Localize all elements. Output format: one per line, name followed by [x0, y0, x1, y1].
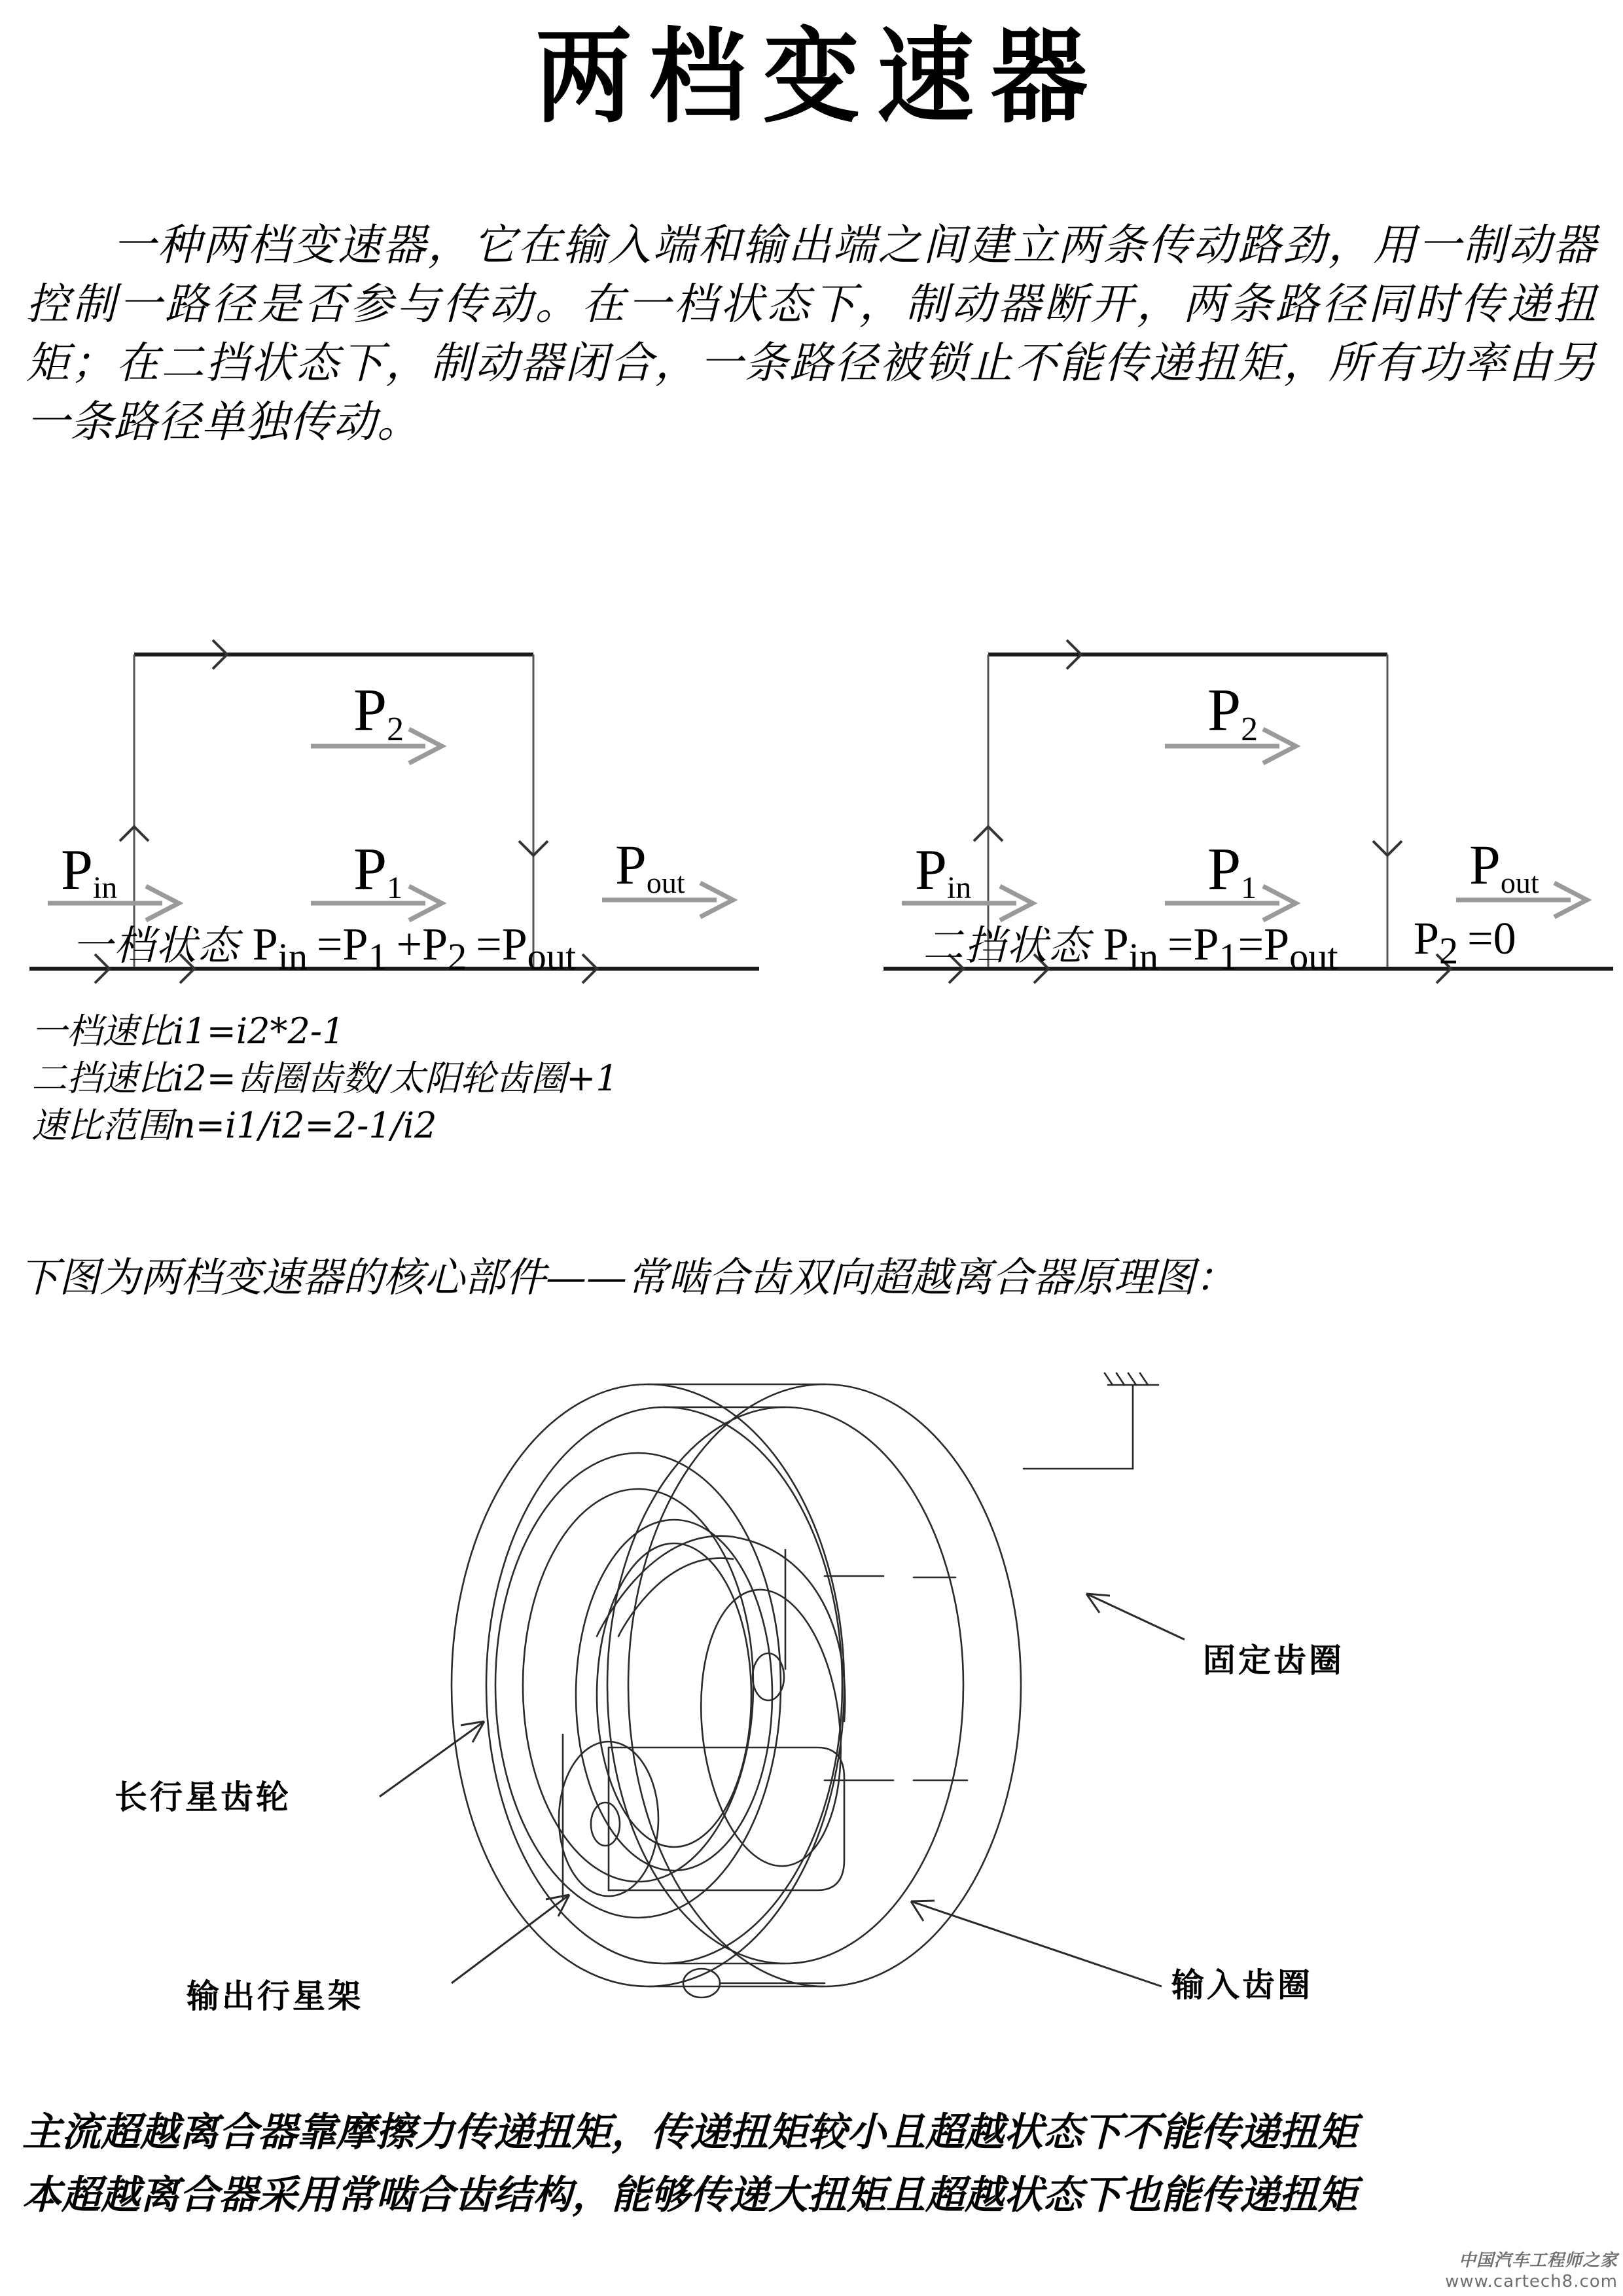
caption-p2-zero-equation: $P_2 =0$: [1414, 914, 1516, 972]
fixed-ring-outer-body: [452, 1384, 1021, 1986]
inner-bore-ring: [495, 1453, 781, 1918]
callout-label-long-planet-gear: 长行星齿轮: [115, 1778, 291, 1816]
watermark-site-name: 中国汽车工程师之家: [1458, 2251, 1618, 2270]
long-planet-gear-body: [688, 1537, 853, 1873]
label-pin: Pin: [915, 838, 972, 905]
caption-second-gear-equation: $P_{in} =P_1=P_{out}$: [1103, 920, 1338, 978]
formula-ratio-range: 速比范围n=i1/i2=2-1/i2: [31, 1105, 437, 1146]
bottom-note: [22, 2101, 1606, 2227]
label-p1: P1: [1207, 835, 1257, 905]
planet-pin-bores: [591, 1653, 784, 1998]
label-p1: P1: [353, 835, 403, 905]
bottom-note-line-1: 主流超越离合器靠摩擦力传递扭矩，传递扭矩较小且超越状态下不能传递扭矩: [22, 2109, 1357, 2155]
label-pout: Pout: [1469, 833, 1539, 899]
formula-first-gear-ratio: 一档速比i1=i2*2-1: [31, 1011, 345, 1052]
input-ring-body: [486, 1407, 963, 1964]
ratio-formula-list: [31, 1008, 1079, 1149]
label-pout: Pout: [615, 833, 685, 899]
bottom-note-line-2: 本超越离合器采用常啮合齿结构，能够传递大扭矩且超越状态下也能传递扭矩: [22, 2172, 1357, 2218]
callout-label-input-ring: 输入齿圈: [1171, 1966, 1313, 2004]
section-lead-text: 下图为两档变速器的核心部件——常啮合齿双向超越离合器原理图：: [18, 1253, 1236, 1301]
watermark: [1445, 2250, 1618, 2292]
caption-first-gear-equation: $P_{in} =P_1 +P_2 =P_{out}$: [252, 920, 577, 978]
caption-first-gear: [72, 913, 576, 978]
label-p2: P2: [353, 676, 404, 748]
caption-second-gear: [923, 913, 1338, 978]
label-pin: Pin: [61, 838, 118, 905]
watermark-url: www.cartech8.com: [1445, 2272, 1618, 2291]
callout-label-fixed-ring: 固定齿圈: [1203, 1641, 1344, 1679]
callout-label-output-carrier: 输出行星架: [187, 1977, 363, 2015]
intro-paragraph: 一种两档变速器，它在输入端和输出端之间建立两条传动路劲，用一制动器控制一路径是否参与传动。在一档状态下，制动器断开，两条路径同时传递扭矩；在二挡状态下，制动器闭合，一条路径被锁止不能传递扭矩，所有功率由另一条路径单独传动。: [26, 220, 1597, 447]
label-p2: P2: [1207, 676, 1258, 748]
caption-p2-zero: [1414, 913, 1516, 973]
page-title: 两档变速器: [535, 16, 1105, 137]
caption-second-gear-state: 二挡状态: [923, 922, 1091, 969]
overrunning-clutch-drawing: [366, 1329, 1230, 2022]
ground-symbol: [1024, 1373, 1158, 1469]
caption-first-gear-state: 一档状态: [72, 922, 240, 969]
formula-second-gear-ratio: 二挡速比i2=齿圈齿数/太阳轮齿圈+1: [31, 1058, 618, 1099]
planet-carrier-cage: [576, 1520, 772, 1871]
